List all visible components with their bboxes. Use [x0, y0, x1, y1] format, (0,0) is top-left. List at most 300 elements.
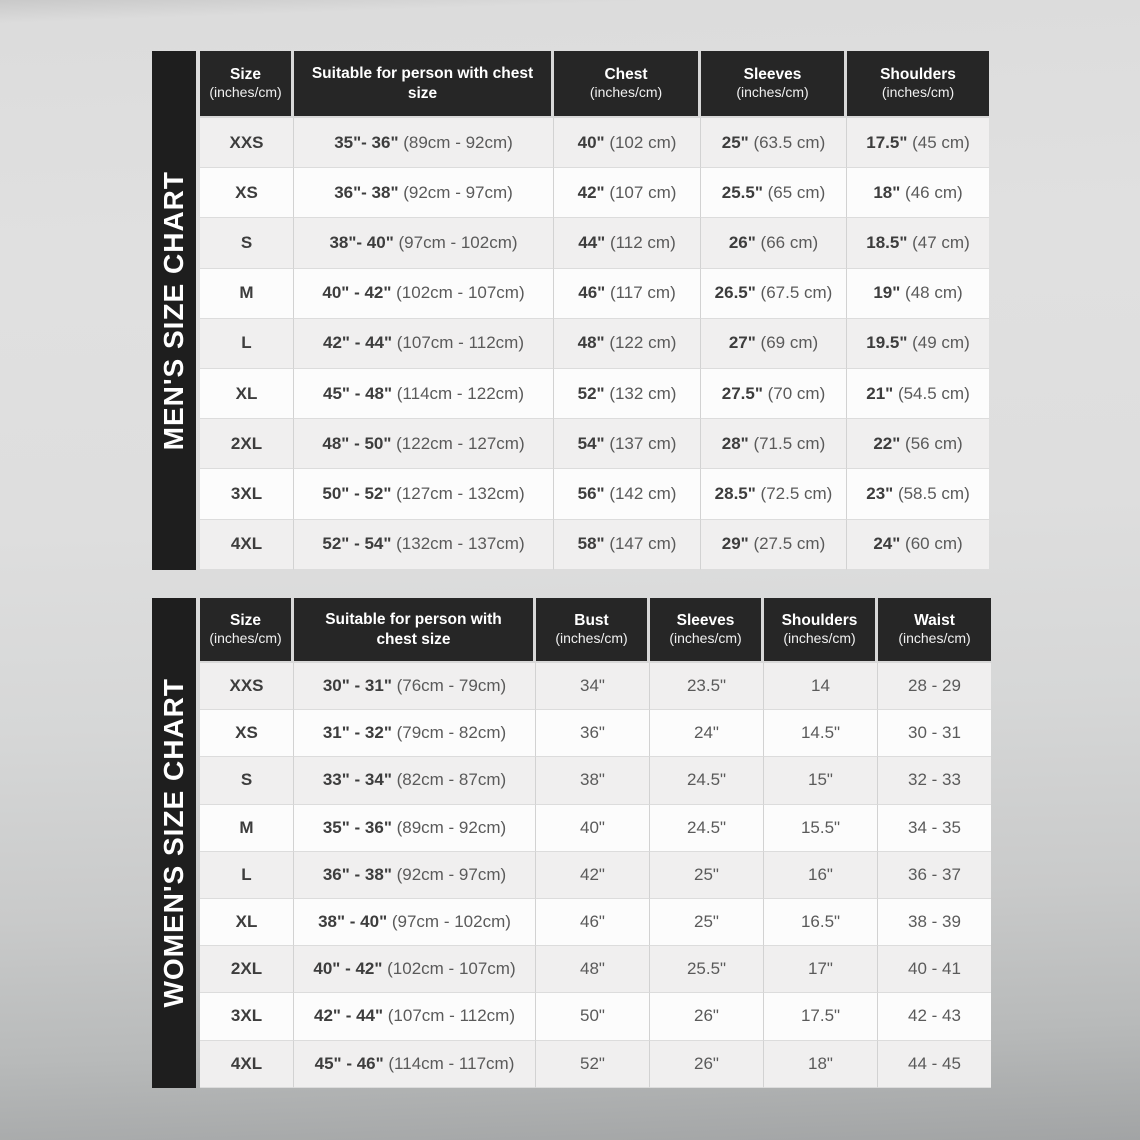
size-cell: [200, 469, 294, 519]
size-label: XL: [235, 383, 258, 403]
data-cell: [554, 218, 701, 268]
data-cell: [847, 118, 989, 168]
column-subtitle: (inches/cm): [783, 630, 856, 647]
table-row: [200, 118, 989, 168]
cell-value-regular: (63.5 cm): [748, 132, 826, 152]
size-label: L: [241, 333, 252, 353]
data-cell: [294, 168, 554, 218]
data-cell: [536, 805, 650, 852]
data-cell: [294, 899, 536, 946]
cell-value-bold: 44": [578, 232, 606, 252]
cell-value-regular: (69 cm): [755, 333, 819, 353]
table-row: [200, 757, 991, 804]
cell-value-bold: 19": [873, 283, 901, 303]
table-row: [200, 710, 991, 757]
cell-value-regular: 36 - 37: [908, 864, 961, 884]
size-cell: [200, 710, 294, 757]
data-cell: [701, 269, 847, 319]
data-cell: [650, 805, 764, 852]
table-row: [200, 852, 991, 899]
column-subtitle: (inches/cm): [898, 630, 971, 647]
mens-size-table: [200, 51, 989, 570]
column-header: [200, 598, 294, 661]
cell-value-regular: (114cm - 117cm): [383, 1053, 515, 1073]
column-title: Suitable for person with chest size: [325, 611, 502, 648]
cell-value-bold: 18": [873, 182, 901, 202]
table-row: [200, 269, 989, 319]
cell-value-bold: 17.5": [866, 132, 908, 152]
data-cell: [536, 1041, 650, 1088]
cell-value-regular: 23.5": [686, 676, 727, 696]
cell-value-bold: 19.5": [866, 333, 908, 353]
data-cell: [554, 269, 701, 319]
data-cell: [650, 946, 764, 993]
cell-value-regular: (65 cm): [762, 182, 826, 202]
column-title: Shoulders: [880, 66, 956, 84]
cell-value-bold: 21": [866, 383, 894, 403]
cell-value-regular: (72.5 cm): [755, 483, 833, 503]
cell-value-regular: (102cm - 107cm): [382, 959, 516, 979]
cell-value-regular: 14: [811, 676, 830, 696]
cell-value-bold: 28.5": [714, 483, 756, 503]
cell-value-regular: (117 cm): [605, 283, 676, 303]
cell-value-regular: 25": [694, 864, 719, 884]
column-title: Chest: [604, 66, 648, 84]
data-cell: [878, 663, 991, 710]
cell-value-bold: 33" - 34": [322, 770, 392, 790]
column-title: Waist: [914, 612, 955, 630]
cell-value-regular: (67.5 cm): [755, 283, 833, 303]
cell-value-regular: 25": [694, 912, 719, 932]
size-cell: [200, 993, 294, 1040]
data-cell: [554, 419, 701, 469]
data-cell: [294, 993, 536, 1040]
cell-value-regular: 40": [580, 817, 605, 837]
cell-value-regular: 44 - 45: [908, 1053, 961, 1073]
size-cell: [200, 757, 294, 804]
cell-value-regular: (89cm - 92cm): [391, 817, 507, 837]
data-cell: [701, 369, 847, 419]
data-cell: [294, 118, 554, 168]
size-cell: [200, 946, 294, 993]
cell-value-regular: (48 cm): [900, 283, 963, 303]
cell-value-regular: (79cm - 82cm): [391, 723, 507, 743]
data-cell: [294, 757, 536, 804]
data-cell: [294, 805, 536, 852]
cell-value-bold: 58": [577, 534, 605, 554]
size-cell: [200, 899, 294, 946]
size-cell: [200, 805, 294, 852]
size-cell: [200, 852, 294, 899]
cell-value-regular: 36": [580, 723, 605, 743]
cell-value-bold: 29": [721, 534, 749, 554]
size-label: XS: [235, 723, 258, 743]
column-title: Size: [229, 612, 261, 630]
cell-value-regular: (27.5 cm): [748, 534, 826, 554]
cell-value-regular: 42 - 43: [908, 1006, 961, 1026]
cell-value-bold: 24": [873, 534, 901, 554]
column-header: [764, 598, 878, 661]
size-label: XS: [235, 182, 258, 202]
data-cell: [294, 852, 536, 899]
cell-value-bold: 42" - 44": [323, 333, 393, 353]
data-cell: [847, 269, 989, 319]
cell-value-regular: (56 cm): [900, 433, 963, 453]
cell-value-regular: (89cm - 92cm): [398, 132, 513, 152]
data-cell: [764, 993, 878, 1040]
data-cell: [764, 757, 878, 804]
column-title: Sleeves: [743, 66, 802, 84]
cell-value-bold: 22": [873, 433, 901, 453]
data-cell: [847, 168, 989, 218]
column-header: [536, 598, 650, 661]
cell-value-bold: 40" - 42": [322, 283, 392, 303]
data-cell: [878, 805, 991, 852]
cell-value-bold: 38"- 40": [329, 232, 394, 252]
womens-size-chart-section: [152, 598, 991, 1088]
size-cell: [200, 218, 294, 268]
data-cell: [701, 469, 847, 519]
cell-value-regular: (127cm - 132cm): [391, 483, 525, 503]
table-row: [200, 946, 991, 993]
table-row: [200, 663, 991, 710]
data-cell: [701, 520, 847, 570]
data-cell: [294, 1041, 536, 1088]
data-cell: [701, 319, 847, 369]
data-cell: [554, 520, 701, 570]
cell-value-regular: (92cm - 97cm): [391, 864, 507, 884]
cell-value-bold: 50" - 52": [322, 483, 392, 503]
cell-value-bold: 46": [578, 283, 606, 303]
data-cell: [294, 269, 554, 319]
cell-value-regular: 26": [694, 1006, 719, 1026]
data-cell: [878, 993, 991, 1040]
cell-value-regular: (107cm - 112cm): [392, 333, 524, 353]
data-cell: [847, 218, 989, 268]
cell-value-bold: 26.5": [714, 283, 756, 303]
cell-value-regular: (70 cm): [762, 383, 826, 403]
table-row: [200, 419, 989, 469]
size-label: 2XL: [230, 959, 263, 979]
data-cell: [536, 710, 650, 757]
size-cell: [200, 168, 294, 218]
size-cell: [200, 1041, 294, 1088]
data-cell: [878, 757, 991, 804]
cell-value-bold: 42" - 44": [314, 1006, 384, 1026]
cell-value-regular: 15": [808, 770, 833, 790]
cell-value-regular: 17": [808, 959, 833, 979]
data-cell: [294, 710, 536, 757]
cell-value-regular: 40 - 41: [908, 959, 961, 979]
cell-value-regular: 28 - 29: [908, 676, 961, 696]
size-label: L: [241, 864, 252, 884]
cell-value-bold: 45" - 46": [314, 1053, 384, 1073]
cell-value-bold: 42": [577, 182, 605, 202]
column-title: Sleeves: [676, 612, 735, 630]
cell-value-regular: 16.5": [800, 912, 841, 932]
data-cell: [536, 946, 650, 993]
column-subtitle: (inches/cm): [881, 84, 955, 101]
data-cell: [536, 852, 650, 899]
mens-chart-title: MEN'S SIZE CHART: [158, 170, 189, 451]
data-cell: [878, 946, 991, 993]
size-label: 3XL: [230, 1006, 263, 1026]
data-cell: [650, 710, 764, 757]
data-cell: [764, 710, 878, 757]
column-subtitle: (inches/cm): [589, 84, 663, 101]
table-row: [200, 1041, 991, 1088]
cell-value-regular: (47 cm): [907, 232, 970, 252]
cell-value-regular: (54.5 cm): [893, 383, 970, 403]
cell-value-regular: (97cm - 102cm): [387, 912, 511, 932]
data-cell: [650, 899, 764, 946]
cell-value-regular: (102cm - 107cm): [391, 283, 525, 303]
womens-size-table: [200, 598, 991, 1088]
column-header: [878, 598, 991, 661]
cell-value-regular: (58.5 cm): [893, 483, 970, 503]
data-cell: [764, 805, 878, 852]
data-cell: [294, 946, 536, 993]
cell-value-regular: 16": [808, 864, 833, 884]
data-cell: [701, 419, 847, 469]
cell-value-bold: 48": [577, 333, 605, 353]
mens-table-header-row: [200, 51, 989, 116]
table-row: [200, 520, 989, 570]
cell-value-bold: 38" - 40": [318, 912, 388, 932]
data-cell: [701, 218, 847, 268]
cell-value-bold: 48" - 50": [322, 433, 392, 453]
cell-value-regular: (112 cm): [605, 232, 676, 252]
cell-value-regular: 38": [580, 770, 605, 790]
column-header: [847, 51, 989, 116]
cell-value-regular: 24.5": [686, 817, 727, 837]
size-label: XXS: [229, 676, 264, 696]
cell-value-regular: 17.5": [800, 1006, 841, 1026]
data-cell: [294, 218, 554, 268]
cell-value-bold: 35"- 36": [334, 132, 399, 152]
data-cell: [847, 419, 989, 469]
cell-value-bold: 26": [728, 232, 756, 252]
data-cell: [536, 993, 650, 1040]
size-cell: [200, 369, 294, 419]
cell-value-regular: (45 cm): [907, 132, 970, 152]
table-row: [200, 805, 991, 852]
cell-value-regular: 52": [580, 1053, 605, 1073]
size-label: S: [240, 770, 253, 790]
size-label: XL: [235, 912, 258, 932]
cell-value-regular: (82cm - 87cm): [391, 770, 507, 790]
data-cell: [701, 118, 847, 168]
table-row: [200, 218, 989, 268]
cell-value-regular: (102 cm): [604, 132, 677, 152]
cell-value-regular: 15.5": [800, 817, 841, 837]
size-label: 3XL: [230, 483, 263, 503]
size-cell: [200, 663, 294, 710]
data-cell: [764, 946, 878, 993]
column-title: Bust: [574, 612, 609, 630]
cell-value-regular: (114cm - 122cm): [392, 383, 524, 403]
size-cell: [200, 269, 294, 319]
cell-value-bold: 40" - 42": [313, 959, 383, 979]
cell-value-regular: (122cm - 127cm): [391, 433, 525, 453]
cell-value-regular: (142 cm): [604, 483, 677, 503]
data-cell: [878, 710, 991, 757]
data-cell: [554, 118, 701, 168]
cell-value-regular: (66 cm): [755, 232, 819, 252]
size-label: 4XL: [230, 1053, 263, 1073]
cell-value-regular: (60 cm): [900, 534, 963, 554]
data-cell: [294, 520, 554, 570]
cell-value-regular: (97cm - 102cm): [393, 232, 518, 252]
womens-vertical-title-bar: [152, 598, 196, 1088]
data-cell: [554, 168, 701, 218]
size-label: M: [239, 817, 254, 837]
cell-value-regular: 42": [580, 864, 605, 884]
cell-value-regular: 24.5": [686, 770, 727, 790]
cell-value-regular: 38 - 39: [908, 912, 961, 932]
size-cell: [200, 419, 294, 469]
table-row: [200, 899, 991, 946]
cell-value-regular: (137 cm): [604, 433, 677, 453]
size-cell: [200, 118, 294, 168]
cell-value-regular: 25.5": [686, 959, 727, 979]
data-cell: [650, 993, 764, 1040]
cell-value-regular: (107cm - 112cm): [383, 1006, 515, 1026]
cell-value-bold: 35" - 36": [322, 817, 392, 837]
cell-value-bold: 45" - 48": [323, 383, 393, 403]
table-row: [200, 319, 989, 369]
data-cell: [294, 319, 554, 369]
data-cell: [554, 469, 701, 519]
womens-table-body: [200, 661, 991, 1088]
data-cell: [847, 520, 989, 570]
cell-value-bold: 52": [577, 383, 605, 403]
cell-value-bold: 25": [721, 132, 749, 152]
data-cell: [650, 852, 764, 899]
cell-value-regular: (71.5 cm): [748, 433, 826, 453]
data-cell: [650, 663, 764, 710]
data-cell: [536, 757, 650, 804]
data-cell: [554, 319, 701, 369]
cell-value-regular: (46 cm): [900, 182, 963, 202]
column-subtitle: (inches/cm): [669, 630, 742, 647]
column-subtitle: (inches/cm): [209, 84, 282, 101]
size-label: 4XL: [230, 534, 263, 554]
size-label: XXS: [229, 132, 264, 152]
cell-value-bold: 30" - 31": [322, 676, 392, 696]
cell-value-bold: 28": [721, 433, 749, 453]
cell-value-regular: 30 - 31: [908, 723, 961, 743]
data-cell: [650, 757, 764, 804]
data-cell: [847, 469, 989, 519]
cell-value-regular: 32 - 33: [908, 770, 961, 790]
cell-value-regular: 34 - 35: [908, 817, 961, 837]
data-cell: [847, 319, 989, 369]
data-cell: [536, 663, 650, 710]
column-title: Size: [229, 66, 261, 84]
table-row: [200, 993, 991, 1040]
data-cell: [764, 899, 878, 946]
cell-value-bold: 25.5": [721, 182, 763, 202]
cell-value-regular: 18": [808, 1053, 833, 1073]
data-cell: [878, 852, 991, 899]
cell-value-bold: 18.5": [866, 232, 908, 252]
cell-value-bold: 36" - 38": [322, 864, 392, 884]
column-subtitle: (inches/cm): [209, 630, 282, 647]
data-cell: [878, 1041, 991, 1088]
data-cell: [294, 369, 554, 419]
column-header: [294, 598, 536, 661]
data-cell: [536, 899, 650, 946]
data-cell: [650, 1041, 764, 1088]
cell-value-regular: 14.5": [800, 723, 841, 743]
column-header: [294, 51, 554, 116]
data-cell: [701, 168, 847, 218]
data-cell: [764, 663, 878, 710]
data-cell: [294, 663, 536, 710]
size-label: M: [239, 283, 254, 303]
column-subtitle: (inches/cm): [555, 630, 628, 647]
mens-size-chart-section: [152, 51, 989, 570]
table-row: [200, 469, 989, 519]
cell-value-regular: 26": [694, 1053, 719, 1073]
data-cell: [878, 899, 991, 946]
size-cell: [200, 319, 294, 369]
cell-value-bold: 56": [577, 483, 605, 503]
womens-chart-title: WOMEN'S SIZE CHART: [158, 678, 189, 1008]
cell-value-regular: (107 cm): [604, 182, 677, 202]
data-cell: [764, 852, 878, 899]
cell-value-regular: 24": [694, 723, 719, 743]
cell-value-regular: 50": [580, 1006, 605, 1026]
cell-value-bold: 23": [866, 483, 894, 503]
cell-value-bold: 31" - 32": [322, 723, 392, 743]
cell-value-regular: (147 cm): [604, 534, 677, 554]
data-cell: [764, 1041, 878, 1088]
data-cell: [294, 419, 554, 469]
table-row: [200, 369, 989, 419]
cell-value-regular: (122 cm): [604, 333, 677, 353]
table-row: [200, 168, 989, 218]
cell-value-regular: (76cm - 79cm): [391, 676, 507, 696]
column-title: Suitable for person with chest size: [311, 65, 534, 102]
cell-value-regular: (49 cm): [907, 333, 970, 353]
cell-value-regular: (132cm - 137cm): [391, 534, 525, 554]
column-header: [650, 598, 764, 661]
cell-value-bold: 52" - 54": [322, 534, 392, 554]
column-header: [200, 51, 294, 116]
data-cell: [554, 369, 701, 419]
cell-value-regular: (132 cm): [604, 383, 677, 403]
cell-value-bold: 27.5": [721, 383, 763, 403]
mens-table-body: [200, 116, 989, 570]
cell-value-bold: 36"- 38": [334, 182, 399, 202]
mens-vertical-title-bar: [152, 51, 196, 570]
cell-value-regular: 46": [580, 912, 605, 932]
column-header: [701, 51, 847, 116]
womens-table-header-row: [200, 598, 991, 661]
cell-value-bold: 27": [728, 333, 756, 353]
column-header: [554, 51, 701, 116]
cell-value-regular: (92cm - 97cm): [398, 182, 513, 202]
cell-value-regular: 48": [580, 959, 605, 979]
data-cell: [294, 469, 554, 519]
cell-value-bold: 40": [577, 132, 605, 152]
data-cell: [847, 369, 989, 419]
column-subtitle: (inches/cm): [736, 84, 809, 101]
size-cell: [200, 520, 294, 570]
column-title: Shoulders: [781, 612, 858, 630]
